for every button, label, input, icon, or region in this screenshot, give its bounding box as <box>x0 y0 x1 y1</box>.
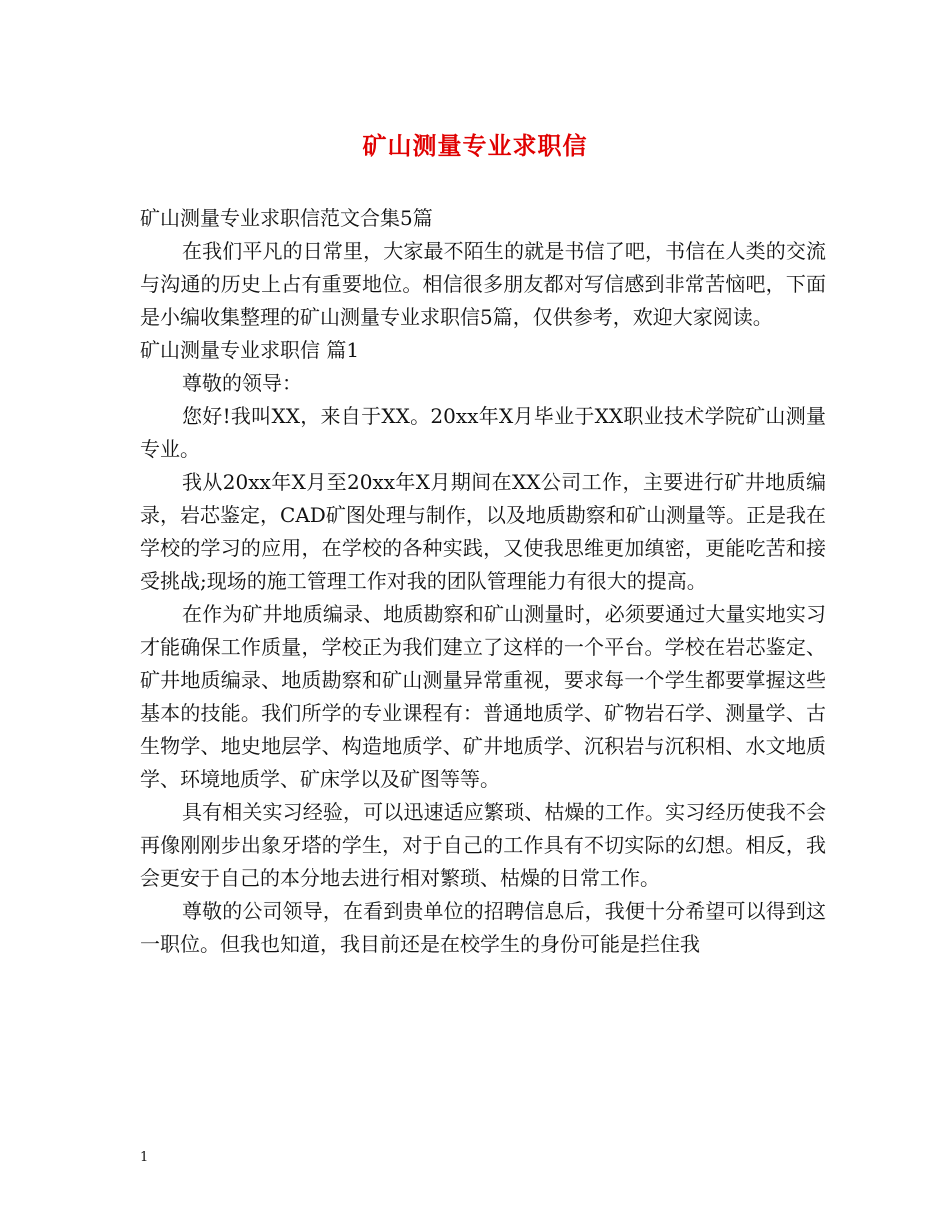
document-subtitle: 矿山测量专业求职信范文合集5篇 <box>140 206 433 230</box>
page-number: 1 <box>140 1150 149 1165</box>
paragraph: 具有相关实习经验，可以迅速适应繁琐、枯燥的工作。实习经历使我不会再像刚刚步出象牙塔的学生，对于自己的工作具有不切实际的幻想。相反，我会更安于自己的本分地去进行相对繁琐、枯燥的日常工作。 <box>140 800 826 890</box>
section-heading: 矿山测量专业求职信 篇1 <box>140 338 360 362</box>
paragraph: 您好!我叫XX，来自于XX。20xx年X月毕业于XX职业技术学院矿山测量专业。 <box>140 404 826 461</box>
paragraph: 在作为矿井地质编录、地质勘察和矿山测量时，必须要通过大量实地实习才能确保工作质量，学校正为我们建立了这样的一个平台。学校在岩芯鉴定、矿井地质编录、地质勘察和矿山测量异常重视，要求每一个学生都要掌握这些基本的技能。我们所学的专业课程有：普通地质学、矿物岩石学、测量学、古生物学、地史地层学、构造地质学、矿井地质学、沉积岩与沉积相、水文地质学、环境地质学、矿床学以及矿图等等。 <box>140 602 826 791</box>
paragraph-intro: 在我们平凡的日常里，大家最不陌生的就是书信了吧，书信在人类的交流与沟通的历史上占有重要地位。相信很多朋友都对写信感到非常苦恼吧，下面是小编收集整理的矿山测量专业求职信5篇，仅供参考，欢迎大家阅读。 <box>140 239 826 329</box>
document-title: 矿山测量专业求职信 <box>362 131 588 160</box>
paragraph: 我从20xx年X月至20xx年X月期间在XX公司工作，主要进行矿井地质编录，岩芯鉴定，CAD矿图处理与制作，以及地质勘察和矿山测量等。正是我在学校的学习的应用，在学校的各种实践，又使我思维更加缜密，更能吃苦和接受挑战;现场的施工管理工作对我的团队管理能力有很大的提高。 <box>140 470 826 593</box>
salutation: 尊敬的领导： <box>182 371 302 395</box>
paragraph: 尊敬的公司领导，在看到贵单位的招聘信息后，我便十分希望可以得到这一职位。但我也知道，我目前还是在校学生的身份可能是拦住我 <box>140 899 826 956</box>
document-body <box>140 202 826 961</box>
